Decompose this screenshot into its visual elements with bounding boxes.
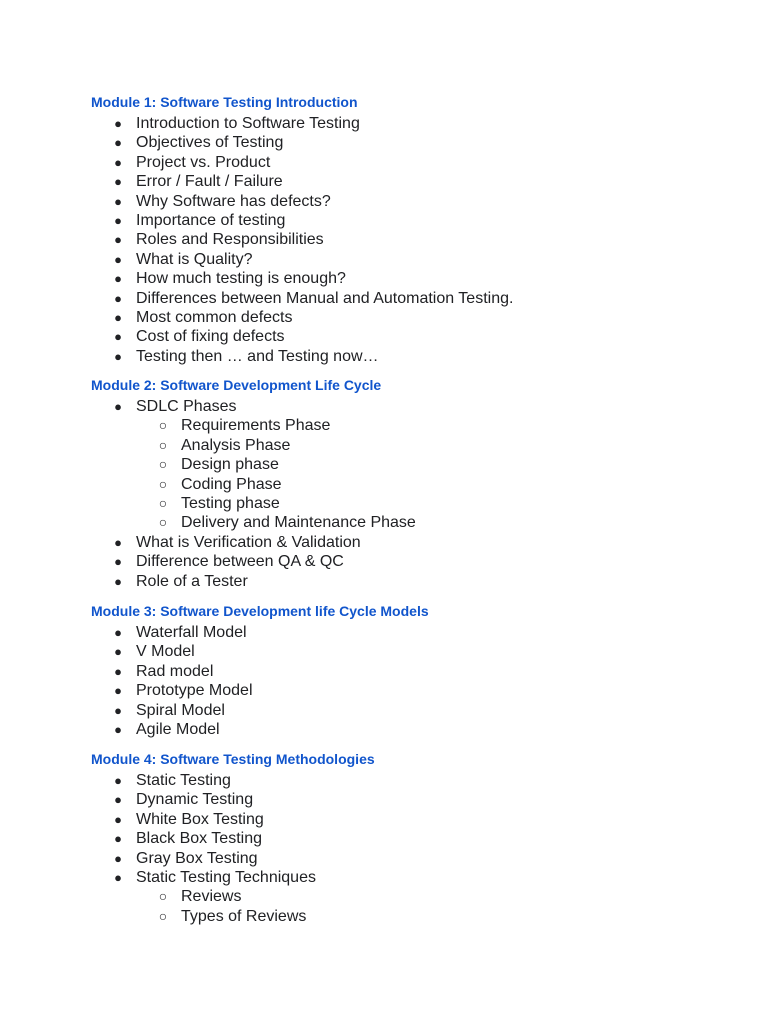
list-item-label: Difference between QA & QC — [136, 553, 344, 571]
filled-bullet-icon: ● — [114, 154, 122, 170]
list-item-label: Testing then … and Testing now… — [136, 347, 379, 365]
hollow-bullet-icon: ○ — [158, 456, 168, 473]
topic-list — [0, 771, 768, 926]
list-item — [0, 289, 768, 308]
list-item-label: Role of a Tester — [136, 572, 248, 590]
sub-list-item — [0, 475, 768, 494]
list-item — [0, 397, 768, 416]
list-item-label: Cost of fixing defects — [136, 328, 285, 346]
filled-bullet-icon: ● — [114, 773, 122, 788]
list-item-label: Prototype Model — [136, 682, 253, 700]
list-item-label: Types of Reviews — [181, 907, 307, 925]
list-item-label: Delivery and Maintenance Phase — [181, 514, 416, 532]
topic-list — [0, 397, 768, 591]
list-item — [0, 327, 768, 346]
list-item — [0, 868, 768, 887]
hollow-bullet-icon: ○ — [158, 494, 168, 511]
list-item — [0, 849, 768, 868]
filled-bullet-icon: ● — [114, 135, 122, 151]
list-item — [0, 308, 768, 327]
hollow-bullet-icon: ○ — [158, 436, 168, 453]
hollow-bullet-icon: ○ — [158, 475, 168, 492]
list-item — [0, 133, 768, 152]
list-item-label: Analysis Phase — [181, 436, 291, 454]
list-item — [0, 552, 768, 571]
module-heading: Module 3: Software Development life Cycle Models — [91, 603, 429, 619]
list-item-label: Static Testing Techniques — [136, 868, 316, 886]
filled-bullet-icon: ● — [114, 663, 122, 679]
list-item — [0, 701, 768, 720]
list-item-label: What is Quality? — [136, 250, 253, 268]
list-item — [0, 572, 768, 591]
list-item-label: SDLC Phases — [136, 398, 237, 415]
list-item-label: Coding Phase — [181, 475, 282, 493]
filled-bullet-icon: ● — [114, 232, 122, 248]
list-item-label: Spiral Model — [136, 701, 225, 719]
list-item — [0, 347, 768, 366]
list-item — [0, 192, 768, 211]
filled-bullet-icon: ● — [114, 792, 122, 808]
filled-bullet-icon: ● — [114, 174, 122, 190]
list-item — [0, 642, 768, 661]
topic-list — [0, 114, 768, 366]
filled-bullet-icon: ● — [114, 348, 122, 364]
filled-bullet-icon: ● — [114, 116, 122, 131]
filled-bullet-icon: ● — [114, 534, 122, 550]
list-item-label: Testing phase — [181, 494, 280, 512]
list-item — [0, 720, 768, 739]
filled-bullet-icon: ● — [114, 212, 122, 228]
list-item — [0, 211, 768, 230]
list-item — [0, 790, 768, 809]
filled-bullet-icon: ● — [114, 271, 122, 287]
list-item-label: Dynamic Testing — [136, 791, 254, 809]
list-item — [0, 172, 768, 191]
sub-list-item — [0, 887, 768, 906]
list-item-label: Project vs. Product — [136, 153, 271, 171]
hollow-bullet-icon: ○ — [158, 514, 168, 531]
sub-list-item — [0, 436, 768, 455]
list-item — [0, 153, 768, 172]
list-item-label: Rad model — [136, 662, 214, 680]
filled-bullet-icon: ● — [114, 309, 122, 325]
filled-bullet-icon: ● — [114, 554, 122, 570]
list-item — [0, 114, 768, 133]
filled-bullet-icon: ● — [114, 573, 122, 589]
list-item — [0, 681, 768, 700]
list-item-label: Requirements Phase — [181, 417, 331, 435]
list-item — [0, 623, 768, 642]
list-item — [0, 771, 768, 790]
sub-list-item — [0, 513, 768, 532]
list-item-label: White Box Testing — [136, 810, 264, 828]
list-item-label: Introduction to Software Testing — [136, 115, 360, 132]
filled-bullet-icon: ● — [114, 850, 122, 866]
list-item-label: Reviews — [181, 888, 242, 906]
list-item — [0, 810, 768, 829]
filled-bullet-icon: ● — [114, 329, 122, 345]
filled-bullet-icon: ● — [114, 869, 122, 885]
list-item — [0, 829, 768, 848]
list-item-label: How much testing is enough? — [136, 270, 346, 288]
sub-list-item — [0, 455, 768, 474]
filled-bullet-icon: ● — [114, 683, 122, 699]
filled-bullet-icon: ● — [114, 251, 122, 267]
list-item-label: Black Box Testing — [136, 830, 262, 848]
filled-bullet-icon: ● — [114, 721, 122, 737]
sub-list-item — [0, 907, 768, 926]
list-item — [0, 662, 768, 681]
module-heading: Module 2: Software Development Life Cycle — [91, 377, 382, 393]
list-item — [0, 269, 768, 288]
filled-bullet-icon: ● — [114, 399, 122, 414]
list-item-label: Most common defects — [136, 308, 293, 326]
filled-bullet-icon: ● — [114, 193, 122, 209]
list-item-label: Error / Fault / Failure — [136, 173, 283, 191]
list-item-label: Gray Box Testing — [136, 849, 258, 867]
list-item — [0, 533, 768, 552]
list-item-label: Roles and Responsibilities — [136, 231, 324, 249]
hollow-bullet-icon: ○ — [158, 888, 168, 905]
list-item-label: What is Verification & Validation — [136, 533, 361, 551]
topic-list — [0, 623, 768, 739]
list-item-label: Static Testing — [136, 772, 231, 789]
filled-bullet-icon: ● — [114, 831, 122, 847]
filled-bullet-icon: ● — [114, 644, 122, 660]
filled-bullet-icon: ● — [114, 702, 122, 718]
filled-bullet-icon: ● — [114, 811, 122, 827]
list-item-label: Importance of testing — [136, 211, 286, 229]
hollow-bullet-icon: ○ — [158, 417, 168, 434]
sub-list-item — [0, 416, 768, 435]
hollow-bullet-icon: ○ — [158, 907, 168, 924]
filled-bullet-icon: ● — [114, 625, 122, 640]
sub-list-item — [0, 494, 768, 513]
module-heading: Module 1: Software Testing Introduction — [91, 94, 358, 110]
list-item-label: Design phase — [181, 456, 279, 474]
filled-bullet-icon: ● — [114, 290, 122, 306]
list-item-label: Differences between Manual and Automation Testing. — [136, 289, 514, 307]
list-item-label: Waterfall Model — [136, 624, 247, 641]
list-item-label: Agile Model — [136, 720, 220, 738]
list-item-label: V Model — [136, 643, 195, 661]
list-item — [0, 250, 768, 269]
module-heading: Module 4: Software Testing Methodologies — [91, 751, 375, 767]
list-item-label: Why Software has defects? — [136, 192, 331, 210]
list-item — [0, 230, 768, 249]
list-item-label: Objectives of Testing — [136, 134, 284, 152]
